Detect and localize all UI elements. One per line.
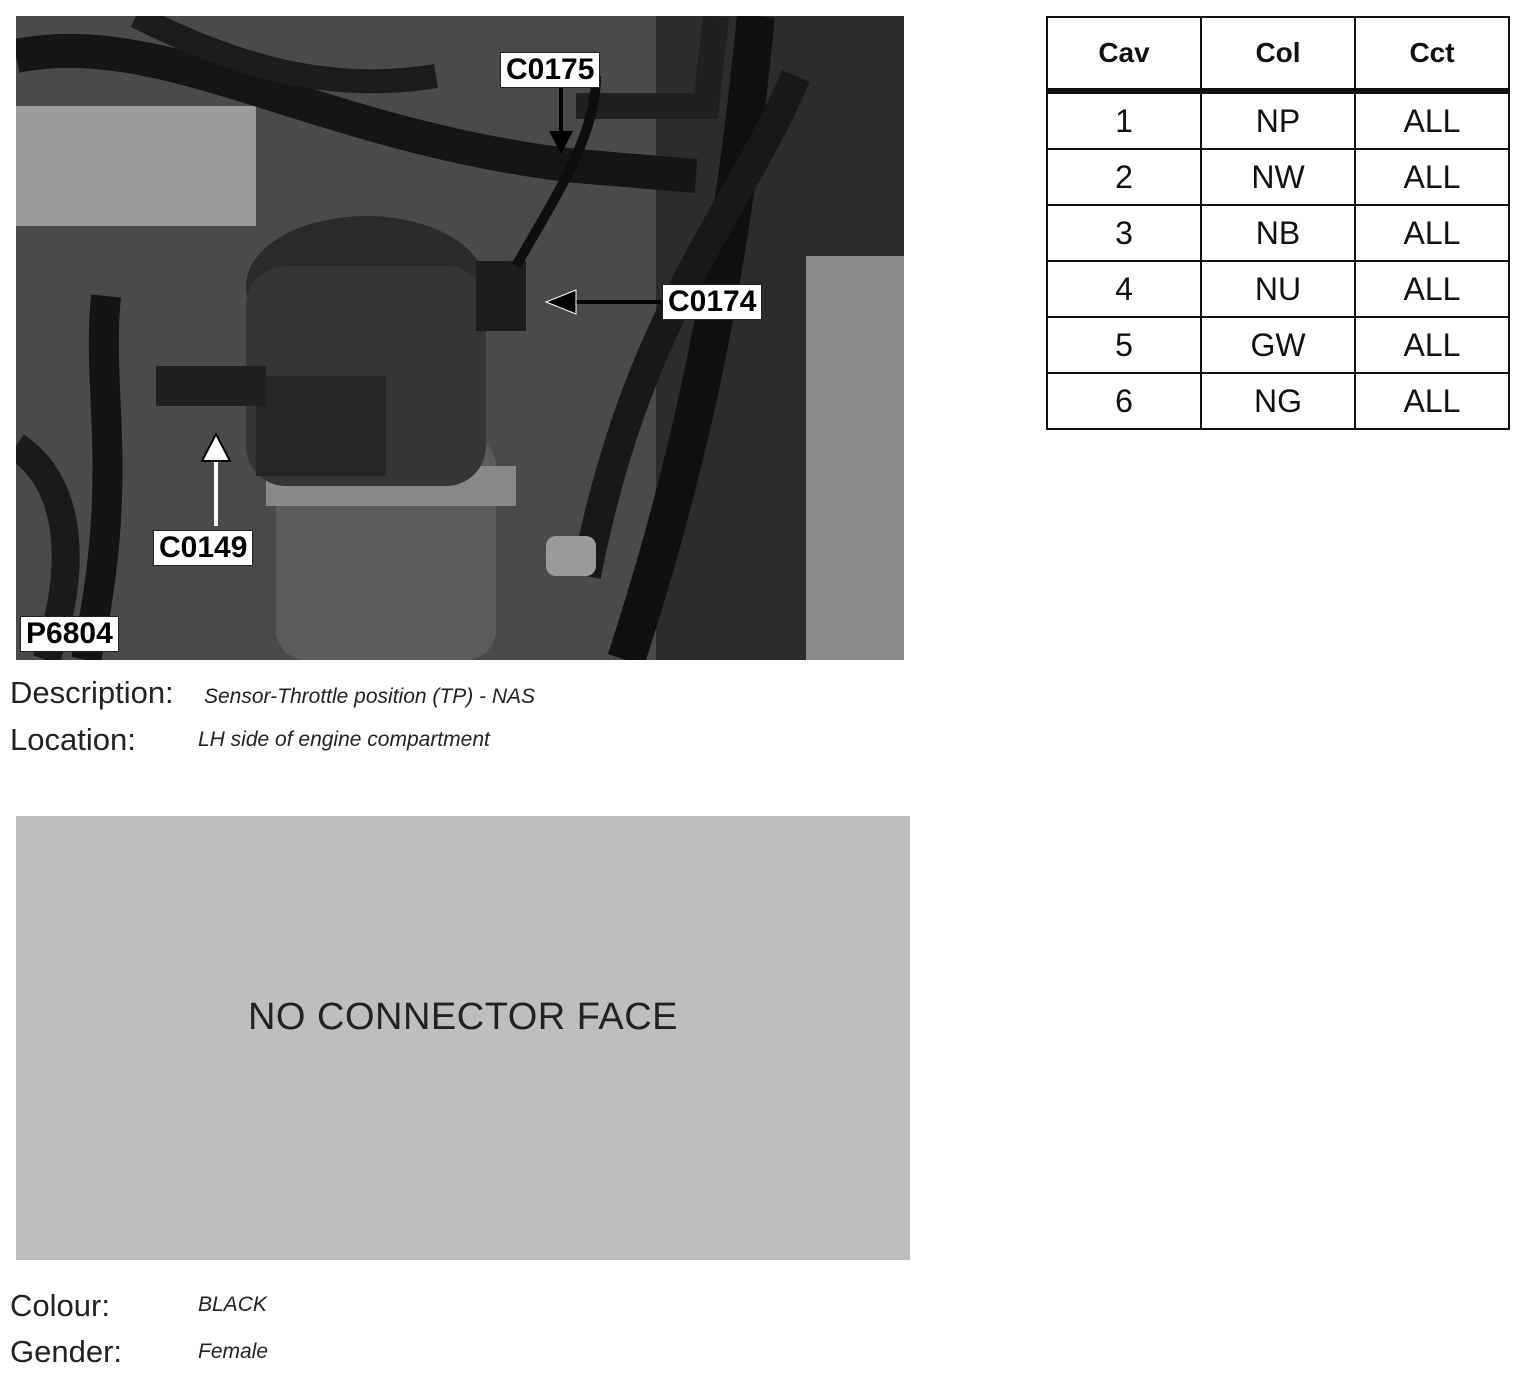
cell-cct: ALL [1355, 149, 1509, 205]
cell-cav: 4 [1047, 261, 1201, 317]
callout-c0174: C0174 [662, 284, 762, 320]
cell-col: NP [1201, 91, 1355, 149]
location-value: LH side of engine compartment [198, 728, 490, 751]
cell-col: GW [1201, 317, 1355, 373]
table-row [1047, 149, 1509, 205]
colour-value: BLACK [198, 1293, 267, 1316]
cell-cct: ALL [1355, 317, 1509, 373]
location-label: Location: [10, 722, 136, 757]
header-cct: Cct [1355, 17, 1509, 91]
cell-cct: ALL [1355, 373, 1509, 429]
description-label: Description: [10, 675, 174, 710]
callout-c0149: C0149 [153, 530, 253, 566]
table-row [1047, 373, 1509, 429]
engine-photo [16, 16, 904, 660]
cell-cav: 2 [1047, 149, 1201, 205]
gender-label: Gender: [10, 1334, 123, 1369]
table-row [1047, 91, 1509, 149]
cell-cct: ALL [1355, 91, 1509, 149]
pin-table-header-row [1047, 17, 1509, 91]
engine-photo-illustration [16, 16, 904, 660]
connector-face-text: NO CONNECTOR FACE [247, 996, 679, 1038]
cell-cav: 1 [1047, 91, 1201, 149]
header-cav: Cav [1047, 17, 1201, 91]
cell-cav: 6 [1047, 373, 1201, 429]
colour-label: Colour: [10, 1288, 110, 1323]
cell-cct: ALL [1355, 261, 1509, 317]
cell-col: NU [1201, 261, 1355, 317]
table-row [1047, 205, 1509, 261]
header-col: Col [1201, 17, 1355, 91]
table-row [1047, 261, 1509, 317]
pin-table [1046, 16, 1510, 430]
callout-c0175: C0175 [500, 52, 600, 88]
cell-cav: 3 [1047, 205, 1201, 261]
cell-cct: ALL [1355, 205, 1509, 261]
gender-value: Female [198, 1340, 269, 1363]
photo-ref-code: P6804 [20, 616, 119, 652]
description-value: Sensor-Throttle position (TP) - NAS [204, 685, 536, 708]
cell-cav: 5 [1047, 317, 1201, 373]
cell-col: NW [1201, 149, 1355, 205]
cell-col: NG [1201, 373, 1355, 429]
cell-col: NB [1201, 205, 1355, 261]
connector-face-panel [16, 816, 910, 1260]
table-row [1047, 317, 1509, 373]
